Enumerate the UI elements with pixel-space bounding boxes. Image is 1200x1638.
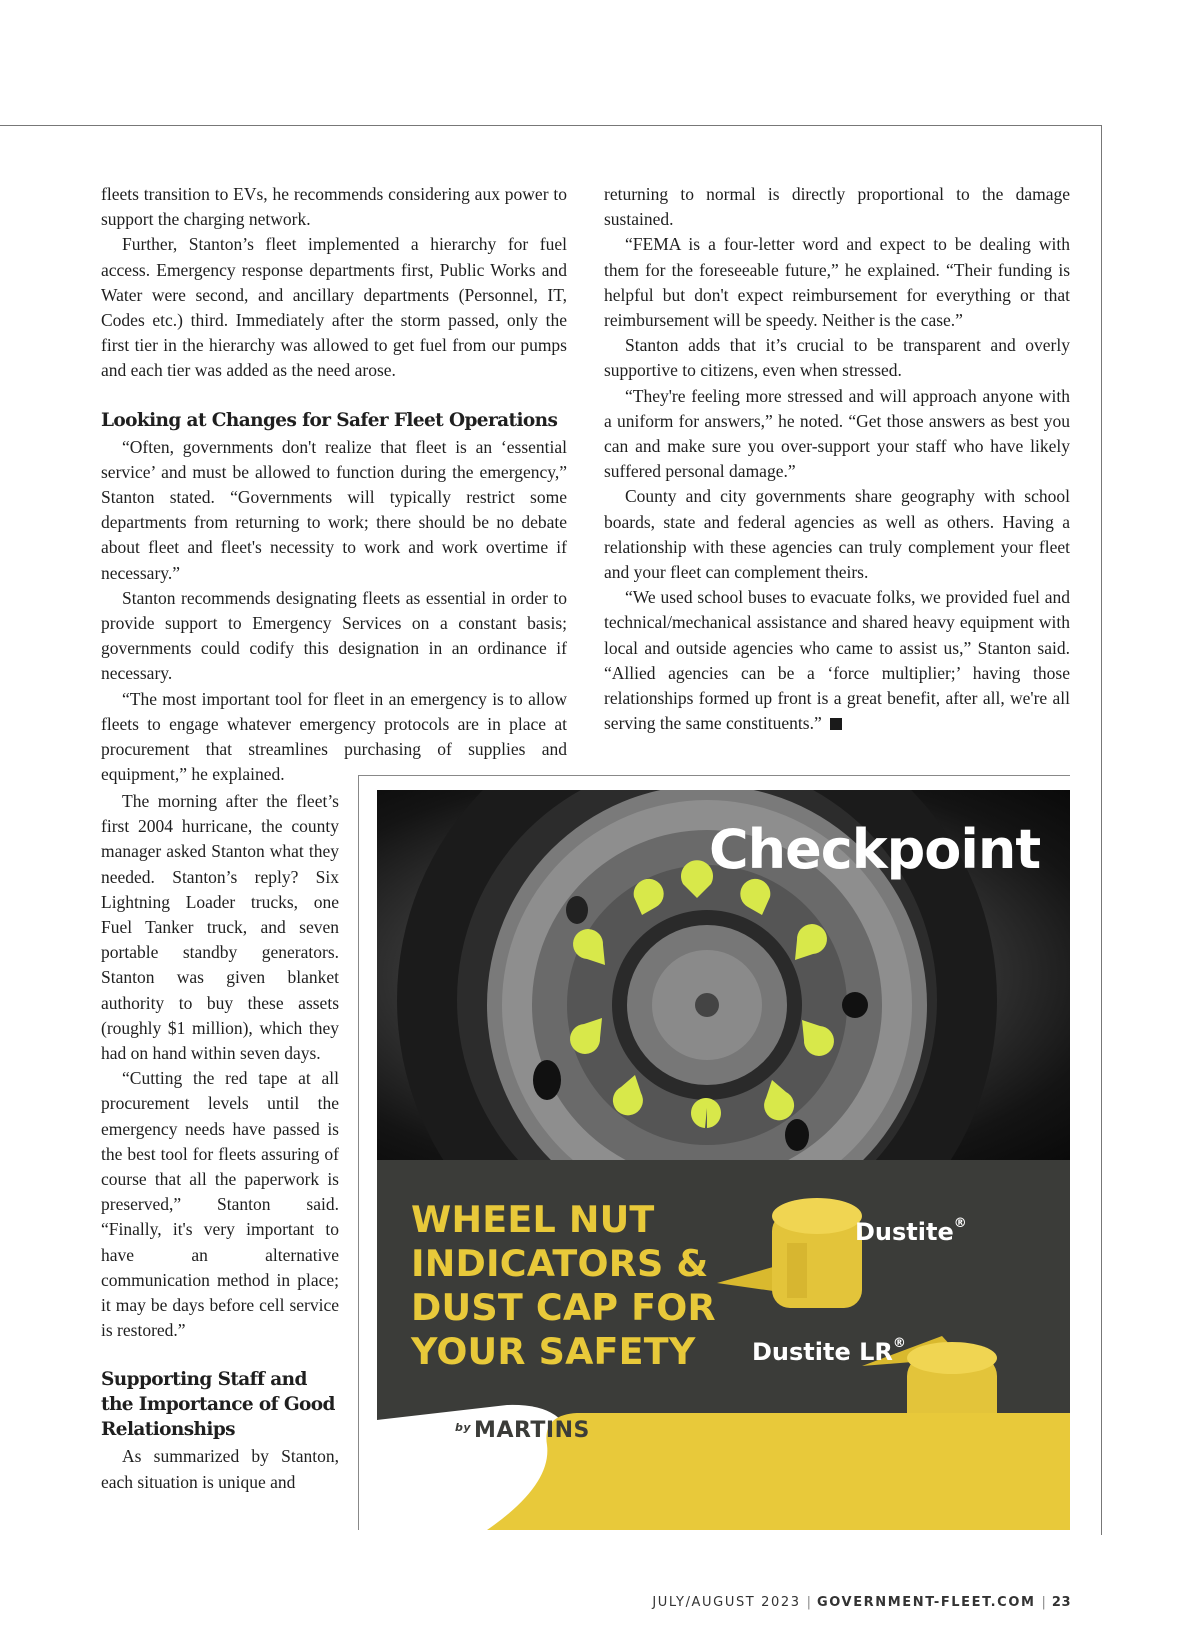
paragraph: Further, Stanton’s fleet implemented a hierarchy for fuel access. Emergency response departments first, Public Works and Water were second, and ancillary departments (Personnel, IT, Codes etc.) third. Immediately after the storm passed, only the first tier in the hierarchy was allowed to get fuel from our pumps and each tier was added as the need arose. [101, 234, 567, 381]
ad-frame-left-rule [358, 775, 359, 1530]
paragraph: fleets transition to EVs, he recommends considering aux power to support the charging network. [101, 184, 567, 230]
paragraph-text: “We used school buses to evacuate folks, we provided fuel and technical/mechanical assistance and shared heavy equipment with local and outside agencies who came to assist us,” Stanton said. “Allied agencies can be a ‘force multiplier;’ having those relationships formed up front is a great benefit, after all, we're all serving the same constituents.” [604, 587, 1070, 734]
dustite-cap-icon [717, 1188, 867, 1318]
article-column-right [604, 182, 1070, 736]
ad-wheel-photo [377, 790, 1070, 1160]
product-name: Dustite LR [752, 1338, 893, 1366]
product-name: Dustite [855, 1218, 954, 1246]
ad-yellow-swoosh [377, 1385, 1070, 1530]
ad-headline-line: DUST CAP FOR [411, 1286, 716, 1329]
paragraph: County and city governments share geography with school boards, state and federal agencies as well as others. Having a relationship with these agencies can truly complement your fleet and your fleet can complement theirs. [604, 486, 1070, 583]
paragraph: “The most important tool for fleet in an emergency is to allow fleets to engage whatever emergency protocols are in place at procurement that streamlines purchasing of supplies and equipment,” he explained. [101, 688, 567, 785]
paragraph: The morning after the fleet’s first 2004 hurricane, the county manager asked Stanton what they needed. Stanton’s reply? Six Lightning Loader trucks, one Fuel Tanker truck, and seven portable standby generators. Stanton was given blanket authority to buy these assets (roughly $1 million), which they had on hand within seven days. [101, 791, 339, 1064]
paragraph: Stanton adds that it’s crucial to be transparent and overly supportive to citizens, even when stressed. [604, 335, 1070, 381]
product-label-dustite-lr [752, 1338, 906, 1366]
page-frame-right-rule [1101, 125, 1102, 1535]
article-column-left [101, 182, 567, 787]
paragraph: Stanton recommends designating fleets as essential in order to provide support to Emergency Services on a constant basis; governments could codify this designation in an ordinance if necessary. [101, 587, 567, 684]
ad-brand-logo: Checkpoint [709, 818, 1041, 881]
page-number: 23 [1051, 1595, 1071, 1610]
paragraph: “Cutting the red tape at all procurement levels until the emergency needs have passed is the best tool for fleets assuring of course that all the paperwork is preserved,” Stanton said. “Finally, it's very important to have an alternative communication method in place; it may be days before cell service is restored.” [101, 1068, 339, 1341]
section-heading: Supporting Staff and the Importance of Good Relationships [101, 1369, 335, 1441]
paragraph: “FEMA is a four-letter word and expect to be dealing with them for the foreseeable future,” he explained. “Their funding is helpful but don't expect reimbursement for everything or that reimbursement will be speedy. Neither is the case.” [604, 234, 1070, 331]
footer-issue: JULY/AUGUST 2023 [652, 1595, 801, 1610]
paragraph: returning to normal is directly proportional to the damage sustained. [604, 184, 1070, 230]
paragraph: “Often, governments don't realize that fleet is an ‘essential service’ and must be allowed to function during the emergency,” Stanton stated. “Governments will typically restrict some departments from returning to work; there should be no debate about fleet and fleet's necessity to work and work overtime if necessary.” [101, 436, 567, 583]
registered-mark: ® [953, 1216, 967, 1231]
page-frame-top-rule [0, 125, 1102, 126]
ad-frame-top-rule [358, 775, 1070, 776]
ad-headline-line: YOUR SAFETY [411, 1330, 696, 1373]
footer-separator: | [1041, 1595, 1046, 1610]
paragraph: As summarized by Stanton, each situation is unique and [101, 1446, 339, 1492]
paragraph: “They're feeling more stressed and will approach anyone with a uniform for answers,” he noted. “Get those answers as best you can and make sure you over-support your staff who have likely suffered personal damage.” [604, 385, 1070, 482]
section-heading: Looking at Changes for Safer Fleet Operations [101, 409, 558, 431]
ad-headline-line: INDICATORS & [411, 1242, 709, 1285]
product-label-dustite [855, 1218, 967, 1246]
footer-separator: | [806, 1595, 811, 1610]
ad-maker-by: by [455, 1421, 472, 1434]
page-footer [652, 1595, 1071, 1610]
article-column-narrow [101, 789, 339, 1495]
ad-headline-line: WHEEL NUT [411, 1198, 655, 1241]
ad-bottom-panel [377, 1160, 1070, 1530]
paragraph-final [604, 585, 1070, 736]
ad-headline [411, 1198, 731, 1374]
end-mark-icon [830, 718, 842, 730]
registered-mark: ® [892, 1336, 906, 1351]
footer-site[interactable]: GOVERNMENT-FLEET.COM [816, 1595, 1036, 1610]
ad-maker-name: MARTINS [474, 1418, 590, 1443]
ad-maker-logo [455, 1418, 590, 1443]
advertisement[interactable] [377, 790, 1070, 1530]
